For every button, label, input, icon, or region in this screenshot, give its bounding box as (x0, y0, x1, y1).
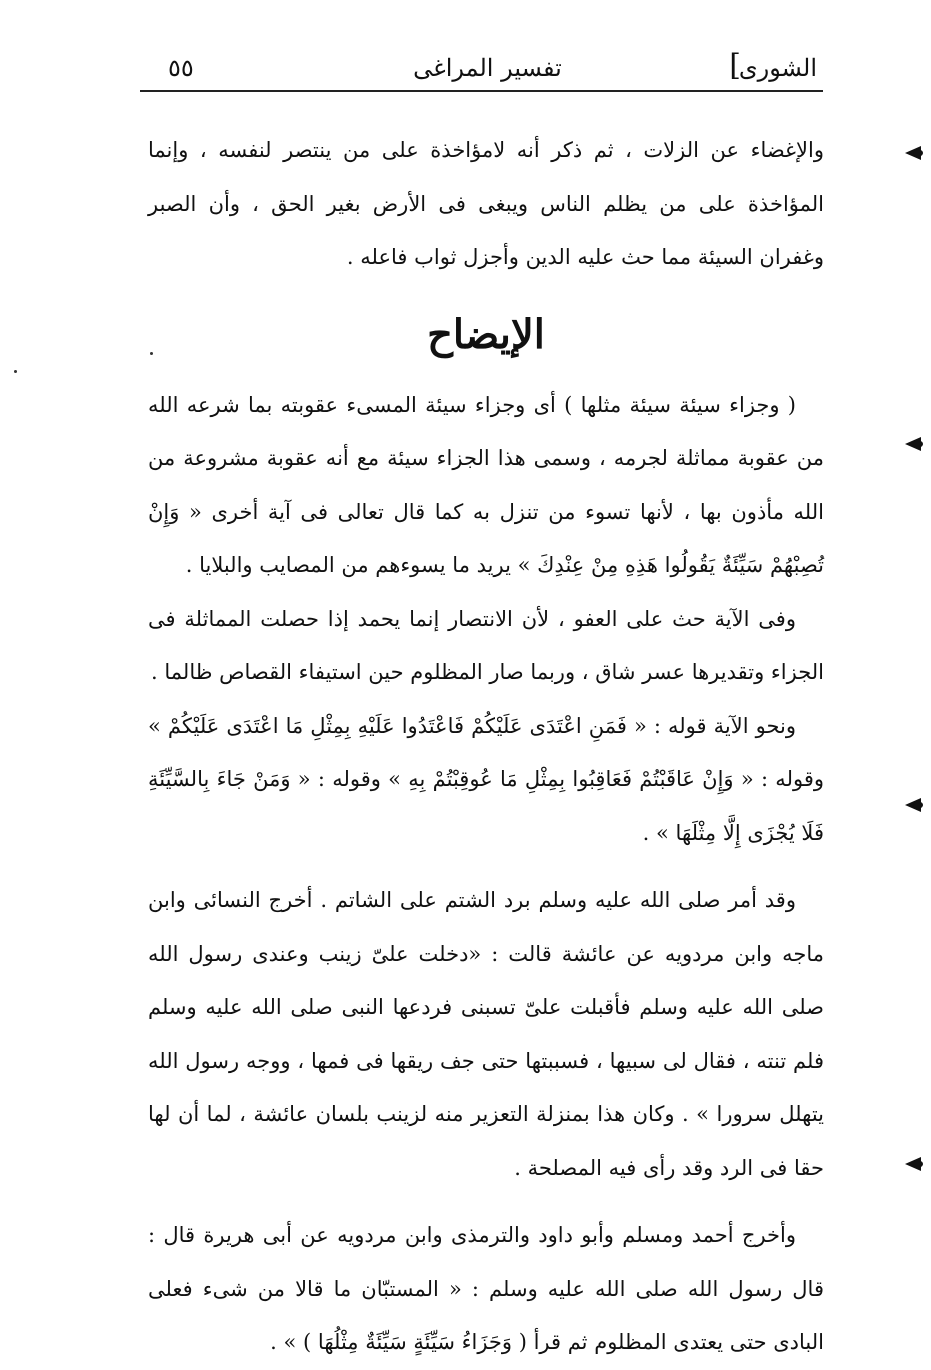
book-title: تفسير المراغى (413, 54, 562, 82)
page-header (150, 44, 825, 92)
scan-speck (14, 370, 17, 373)
margin-ornament-icon (905, 798, 921, 812)
paragraph-similar-verses: ونحو الآية قوله : « فَمَنِ اعْتَدَى عَلَيْكُمْ فَاعْتَدُوا عَلَيْهِ بِمِثْلِ مَا اعْتَدَى عَلَيْكُمْ » وقوله : « وَإِنْ عَاقَبْتُمْ فَعَاقِبُوا بِمِثْلِ مَا عُوقِبْتُمْ بِهِ » وقوله : « وَمَنْ جَاءَ بِالسَّيِّئَةِ فَلَا يُجْزَى إِلَّا مِثْلَهَا » . (148, 713, 824, 845)
header-bracket: ] (729, 48, 741, 83)
section-heading: الإيضاح (427, 310, 545, 358)
margin-ornament-icon (905, 1157, 921, 1171)
intro-paragraph: والإغضاء عن الزلات ، ثم ذكر أنه لامؤاخذة على من ينتصر لنفسه ، وإنما المؤاخذة على من يظلم الناس ويبغى فى الأرض بغير الحق ، وأن الصبر وغفران السيئة مما حث عليه الدين وأجزل ثواب فاعله . (148, 138, 824, 269)
margin-ornament-icon (905, 437, 921, 451)
page-number: ٥٥ (168, 54, 194, 82)
header-rule (140, 90, 823, 92)
page-body (148, 124, 824, 1370)
paragraph-abu-hurayra-hadith: وأخرج أحمد ومسلم وأبو داود والترمذى وابن مردويه عن أبى هريرة قال : قال رسول الله صلى الله عليه وسلم : « المستبّان ما قالا من شىء فعلى البادى حتى يعتدى المظلوم ثم قرأ ( وَجَزَاءُ سَيِّئَةٍ سَيِّئَةٌ مِثْلُهَا ) » . (148, 1223, 824, 1354)
margin-ornament-icon (905, 146, 921, 160)
paragraph-aisha-hadith: وقد أمر صلى الله عليه وسلم برد الشتم على الشاتم . أخرج النسائى وابن ماجه وابن مردويه عن عائشة قالت : «دخلت علىّ زينب وعندى رسول الله صلى الله عليه وسلم فأقبلت علىّ تسبنى فردعها النبى صلى الله عليه وسلم فلم تنته ، فقال لى سبيها ، فسببتها حتى جف ريقها فى فمها ، ووجه رسول الله يتهلل سرورا » . وكان هذا بمنزلة التعزير منه لزينب بلسان عائشة ، لما أن لها حقا فى الرد وقد رأى فيه المصلحة . (148, 888, 824, 1180)
paragraph-forgiveness: وفى الآية حث على العفو ، لأن الانتصار إنما يحمد إذا حصلت المماثلة فى الجزاء وتقديرها عسر شاق ، وربما صار المظلوم حين استيفاء القصاص ظالما . (148, 606, 824, 684)
paragraph-recompense: ( وجزاء سيئة سيئة مثلها ) أى وجزاء سيئة المسىء عقوبته بما شرعه الله من عقوبة مماثلة لجرمه ، وسمى هذا الجزاء سيئة مع أنه عقوبة مشروعة من الله مأذون بها ، لأنها تسوء من تنزل به كما قال تعالى فى آية أخرى « وَإِنْ تُصِبْهُمْ سَيِّئَةٌ يَقُولُوا هَذِهِ مِنْ عِنْدِكَ » يريد ما يسوءهم من المصايب والبلايا . (148, 392, 824, 577)
scan-speck (150, 352, 153, 355)
surah-name: الشورى (738, 54, 817, 82)
